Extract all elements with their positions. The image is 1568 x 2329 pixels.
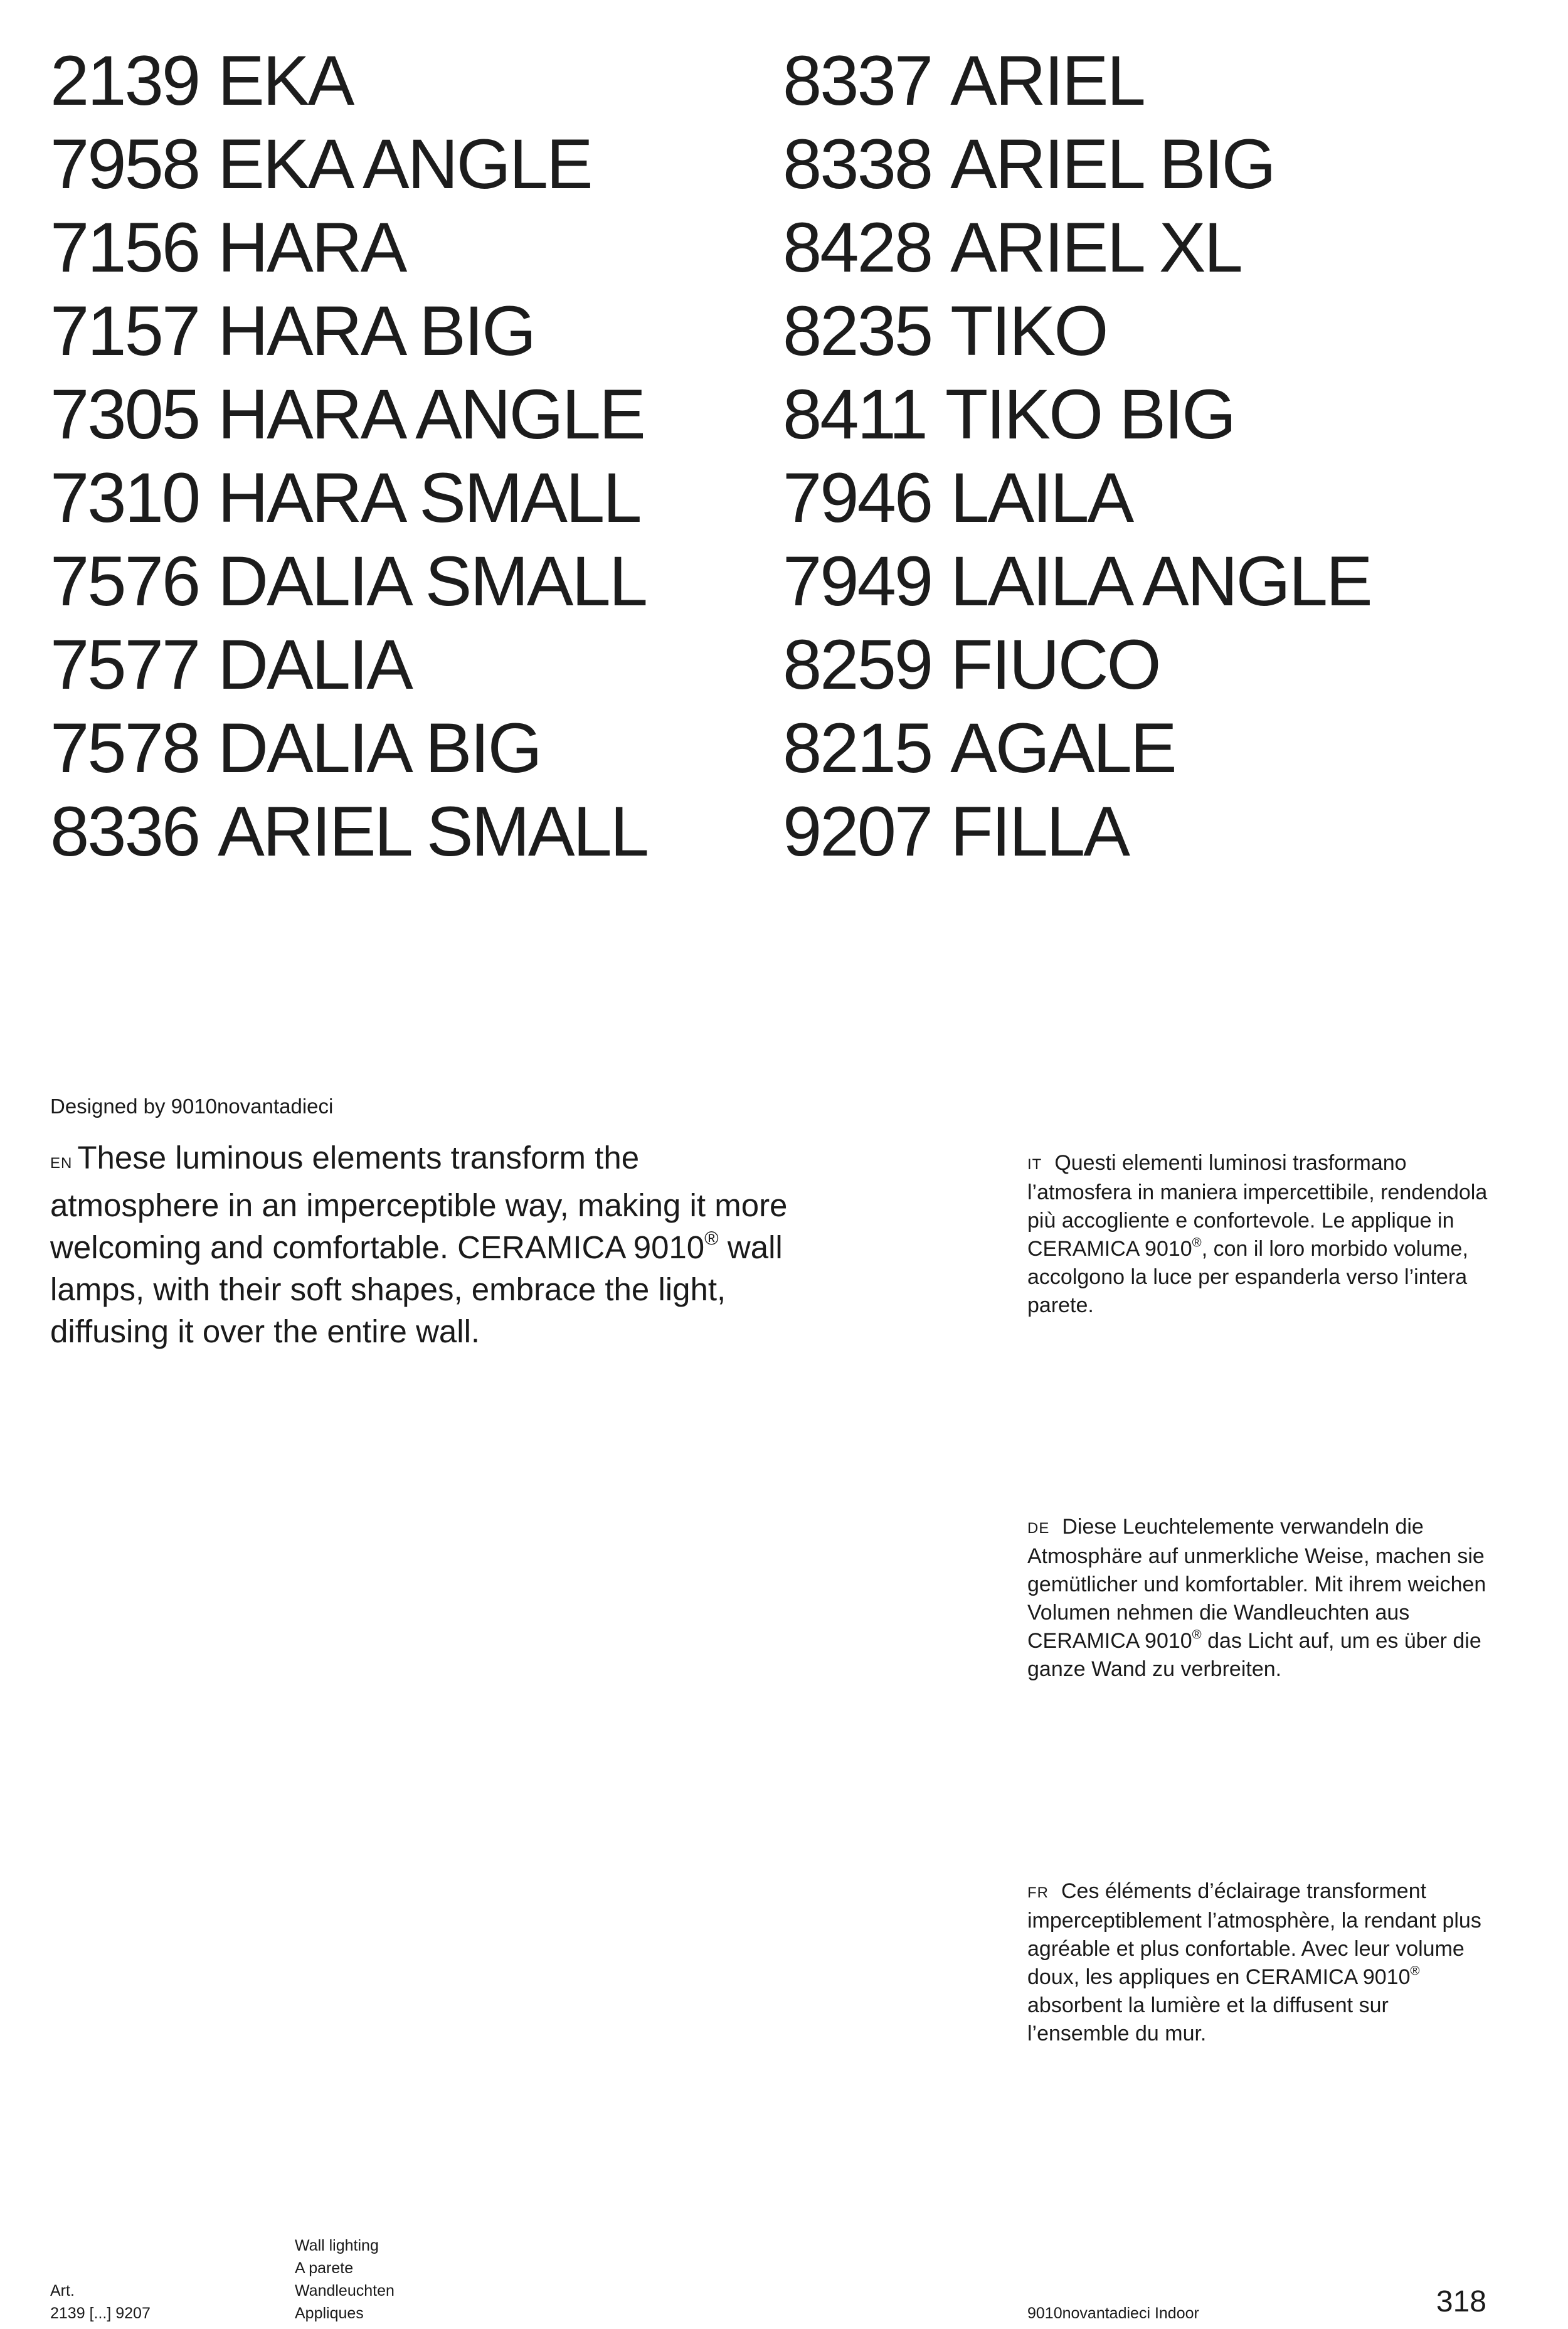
product-item — [783, 373, 1473, 456]
product-name: DALIA SMALL — [218, 542, 647, 620]
product-code: 7305 — [50, 375, 199, 454]
footer-article-range — [50, 2279, 151, 2325]
product-code: 8215 — [783, 709, 932, 787]
product-code: 7157 — [50, 292, 199, 370]
registered-mark: ® — [1192, 1628, 1202, 1642]
language-tag: DE — [1027, 1520, 1050, 1537]
product-item — [50, 373, 783, 456]
product-item — [50, 623, 783, 706]
product-item — [783, 39, 1473, 122]
registered-mark: ® — [1410, 1964, 1420, 1978]
registered-mark: ® — [1192, 1236, 1202, 1250]
product-item — [50, 456, 783, 539]
product-code: 7946 — [783, 459, 932, 537]
page-number: 318 — [1436, 2285, 1486, 2318]
product-item — [783, 623, 1473, 706]
product-column-left — [50, 39, 783, 873]
product-code: 8235 — [783, 292, 932, 370]
product-item — [50, 706, 783, 790]
footer-brand: 9010novantadieci Indoor — [1027, 2305, 1199, 2322]
registered-mark: ® — [704, 1228, 719, 1249]
product-item — [50, 790, 783, 873]
product-code: 7576 — [50, 542, 199, 620]
description-text: wall lamps, with their soft shapes, embrace the light, diffusing it over the entire wall. — [50, 1229, 783, 1349]
category-label: A parete — [295, 2259, 354, 2277]
product-code: 7578 — [50, 709, 199, 787]
product-code: 8336 — [50, 792, 199, 871]
product-column-right — [783, 39, 1473, 873]
product-item — [50, 206, 783, 289]
product-item — [783, 790, 1473, 873]
product-name: ARIEL BIG — [950, 125, 1274, 203]
product-item — [50, 289, 783, 373]
product-code: 8337 — [783, 41, 932, 120]
product-name: LAILA — [950, 459, 1133, 537]
category-label: Wandleuchten — [295, 2282, 395, 2300]
product-item — [50, 539, 783, 623]
description-text: Diese Leuchtelemente verwandeln die Atmosphäre auf unmerkliche Weise, machen sie gemütlicher und komfortabler. Mit ihrem weichen Volumen nehmen die Wandleuchten aus CERAMICA 9010 — [1027, 1515, 1486, 1653]
product-item — [50, 122, 783, 206]
category-label: Wall lighting — [295, 2237, 379, 2254]
product-name: DALIA — [218, 625, 411, 704]
product-code: 7156 — [50, 208, 199, 287]
product-item — [50, 39, 783, 122]
product-name: ARIEL SMALL — [218, 792, 648, 871]
language-tag: IT — [1027, 1156, 1042, 1173]
product-item — [783, 122, 1473, 206]
description-en — [50, 1137, 790, 1352]
description-text: These luminous elements transform the atmosphere in an imperceptible way, making it more welcoming and comfortable. CERAMICA 9010 — [50, 1140, 788, 1265]
description-text: absorbent la lumière et la diffusent sur l’ensemble du mur. — [1027, 1993, 1389, 2045]
product-name: TIKO BIG — [945, 375, 1235, 454]
product-name: EKA — [218, 41, 353, 120]
article-label: Art. — [50, 2282, 75, 2300]
description-text: Ces éléments d’éclairage transforment imperceptiblement l’atmosphère, la rendant plus agréable et plus confortable. Avec leur volume doux, les appliques en CERAMICA 9010 — [1027, 1879, 1481, 1989]
product-code: 8259 — [783, 625, 932, 704]
product-item — [783, 206, 1473, 289]
description-text: Questi elementi luminosi trasformano l’atmosfera in maniera impercettibile, rendendola più accogliente e confortevole. Le applique in CERAMICA 9010 — [1027, 1151, 1488, 1261]
description-fr — [1027, 1877, 1491, 2048]
product-item — [783, 289, 1473, 373]
description-text: , con il loro morbido volume, accolgono la luce per espanderla verso l’intera parete. — [1027, 1237, 1468, 1317]
product-name: DALIA BIG — [218, 709, 541, 787]
product-item — [783, 456, 1473, 539]
product-code: 7310 — [50, 459, 199, 537]
product-name: HARA ANGLE — [218, 375, 644, 454]
product-code: 7577 — [50, 625, 199, 704]
product-code: 7958 — [50, 125, 199, 203]
product-name: HARA — [218, 208, 406, 287]
product-code: 9207 — [783, 792, 932, 871]
description-it — [1027, 1149, 1491, 1320]
product-item — [783, 539, 1473, 623]
product-code: 7949 — [783, 542, 932, 620]
footer-category — [295, 2234, 395, 2325]
designer-credit: Designed by 9010novantadieci — [50, 1095, 334, 1118]
product-list — [50, 39, 1530, 873]
description-de — [1027, 1513, 1491, 1684]
product-name: HARA SMALL — [218, 459, 640, 537]
product-code: 8338 — [783, 125, 932, 203]
product-name: AGALE — [950, 709, 1175, 787]
category-label: Appliques — [295, 2305, 364, 2322]
product-code: 8411 — [783, 375, 926, 454]
product-name: TIKO — [950, 292, 1107, 370]
product-code: 2139 — [50, 41, 199, 120]
product-name: ARIEL — [950, 41, 1144, 120]
product-name: LAILA ANGLE — [950, 542, 1371, 620]
product-item — [783, 706, 1473, 790]
product-name: ARIEL XL — [950, 208, 1241, 287]
article-range: 2139 [...] 9207 — [50, 2305, 151, 2322]
product-name: EKA ANGLE — [218, 125, 591, 203]
product-code: 8428 — [783, 208, 932, 287]
product-name: FIUCO — [950, 625, 1160, 704]
description-text: das Licht auf, um es über die ganze Wand zu verbreiten. — [1027, 1629, 1481, 1681]
language-tag: FR — [1027, 1884, 1049, 1901]
product-name: HARA BIG — [218, 292, 535, 370]
language-tag: EN — [50, 1155, 73, 1172]
product-name: FILLA — [950, 792, 1128, 871]
